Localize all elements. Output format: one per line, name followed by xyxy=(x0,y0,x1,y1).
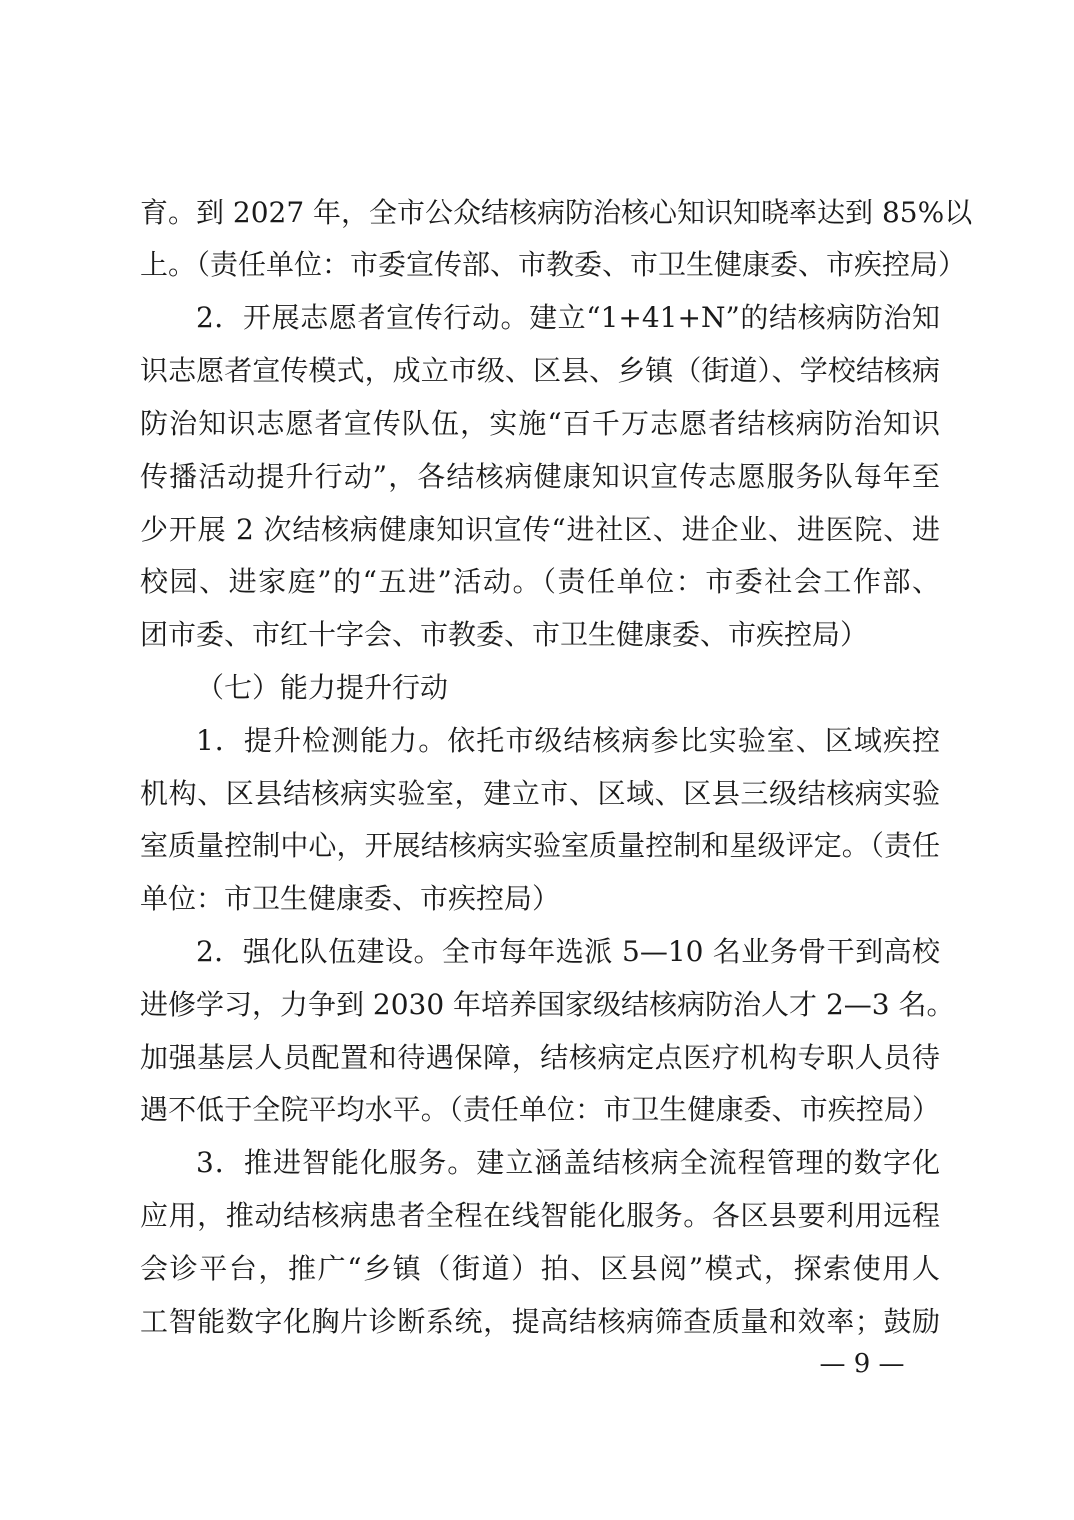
text-line: 校园、进家庭”的“五进”活动。（责任单位：市委社会工作部、 xyxy=(140,565,940,598)
text-line: 育。到 2027 年，全市公众结核病防治核心知识知晓率达到 85%以 xyxy=(140,196,973,229)
text-line: 机构、区县结核病实验室，建立市、区域、区县三级结核病实验 xyxy=(140,777,940,810)
text-line: 加强基层人员配置和待遇保障，结核病定点医疗机构专职人员待 xyxy=(140,1041,940,1074)
text-line: 团市委、市红十字会、市教委、市卫生健康委、市疾控局） xyxy=(140,618,869,651)
section-heading: （七）能力提升行动 xyxy=(196,671,449,704)
text-line: 室质量控制中心，开展结核病实验室质量控制和星级评定。（责任 xyxy=(140,829,940,862)
text-line: 应用，推动结核病患者全程在线智能化服务。各区县要利用远程 xyxy=(140,1199,940,1232)
text-line: 少开展 2 次结核病健康知识宣传“进社区、进企业、进医院、进 xyxy=(140,513,940,546)
text-line: 工智能数字化胸片诊断系统，提高结核病筛查质量和效率；鼓励 xyxy=(140,1305,940,1338)
text-line: 2．开展志愿者宣传行动。建立“1+41+N”的结核病防治知 xyxy=(196,301,940,334)
text-line: 3．推进智能化服务。建立涵盖结核病全流程管理的数字化 xyxy=(196,1146,940,1179)
text-line: 识志愿者宣传模式，成立市级、区县、乡镇（街道）、学校结核病 xyxy=(140,354,940,387)
text-line: 单位：市卫生健康委、市疾控局） xyxy=(140,882,561,915)
text-line: 2．强化队伍建设。全市每年选派 5—10 名业务骨干到高校 xyxy=(196,935,940,968)
text-line: 传播活动提升行动”，各结核病健康知识宣传志愿服务队每年至 xyxy=(140,460,940,493)
text-line: 1．提升检测能力。依托市级结核病参比实验室、区域疾控 xyxy=(196,724,940,757)
text-line: 防治知识志愿者宣传队伍，实施“百千万志愿者结核病防治知识 xyxy=(140,407,940,440)
text-line: 会诊平台，推广“乡镇（街道）拍、区县阅”模式，探索使用人 xyxy=(140,1252,940,1285)
text-line: 上。（责任单位：市委宣传部、市教委、市卫生健康委、市疾控局） xyxy=(140,248,967,281)
text-line: 进修学习，力争到 2030 年培养国家级结核病防治人才 2—3 名。 xyxy=(140,988,955,1021)
text-line: 遇不低于全院平均水平。（责任单位：市卫生健康委、市疾控局） xyxy=(140,1093,940,1126)
page-number: — 9 — xyxy=(819,1349,905,1379)
